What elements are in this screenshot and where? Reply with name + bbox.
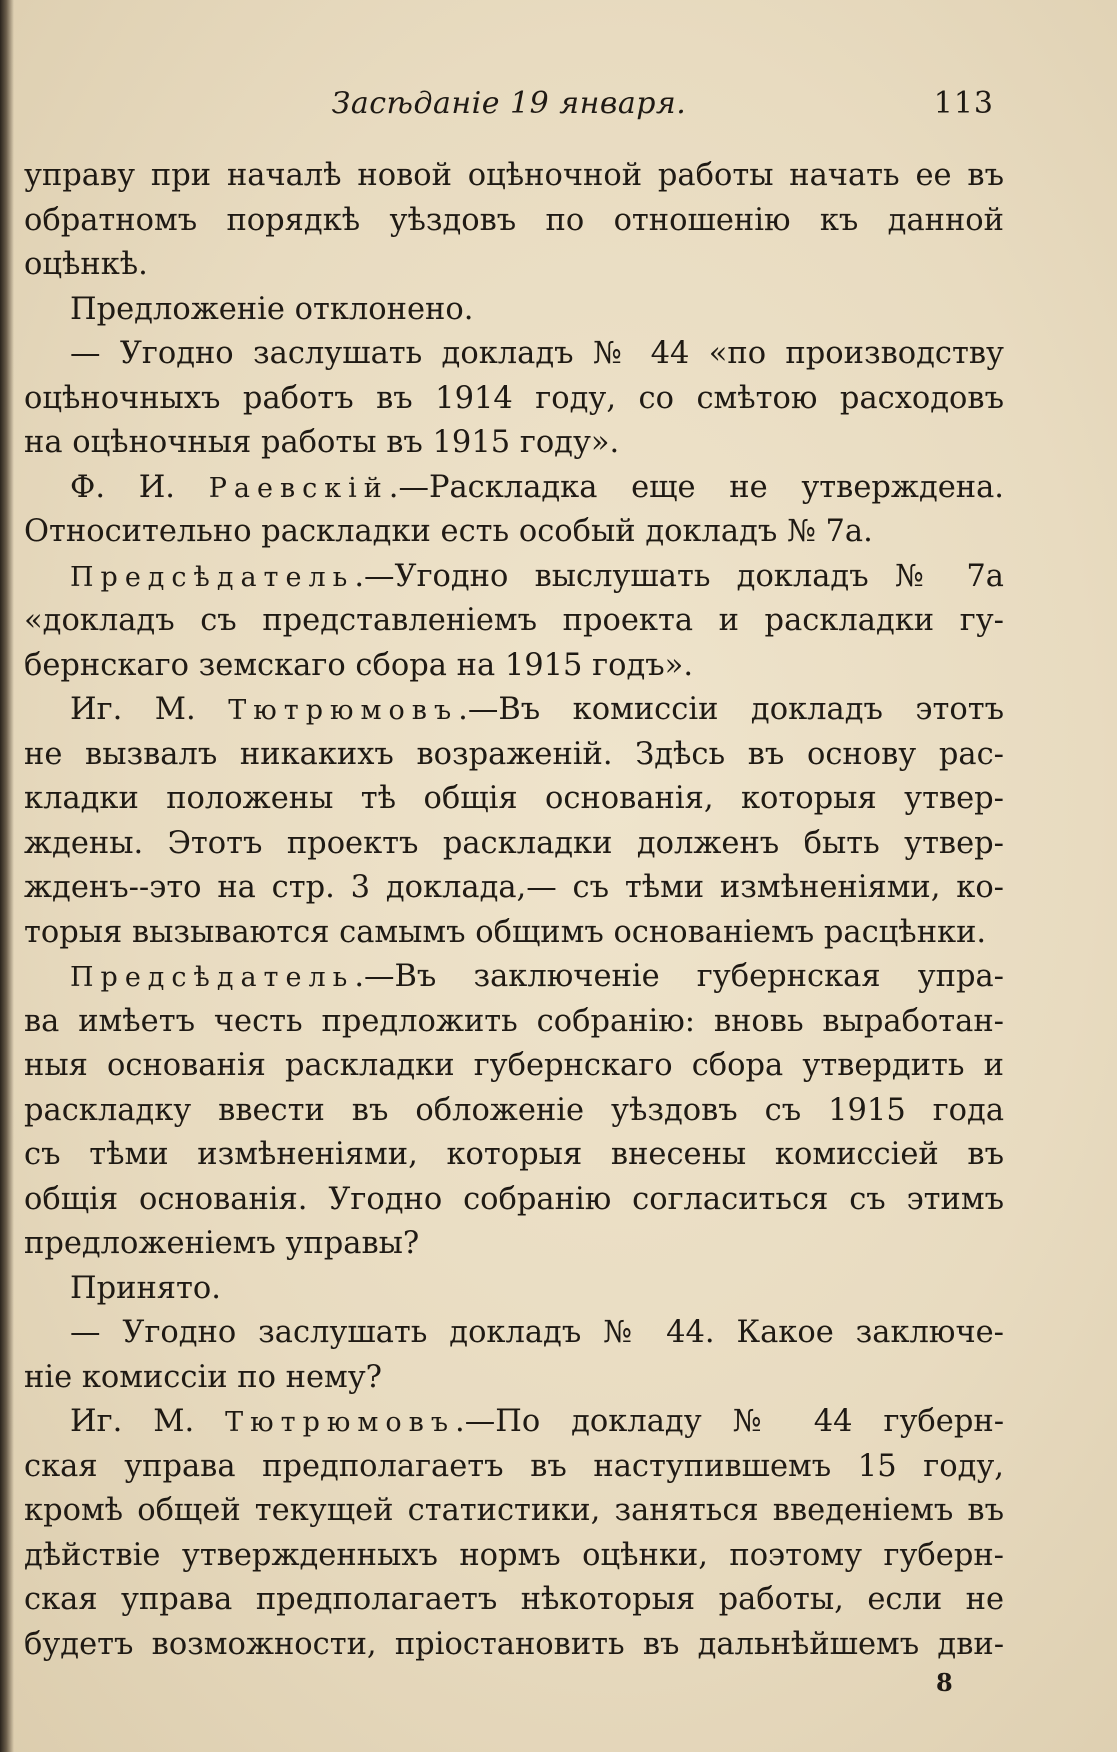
running-title: Засѣданіе 19 января.: [331, 86, 687, 121]
text-run: оцѣночныхъ работъ въ 1914 году, со смѣтою расходовъ: [24, 380, 1004, 416]
body-text: [24, 154, 1004, 1667]
text-run: на оцѣночныя работы въ 1915 году».: [24, 425, 620, 460]
running-head: [24, 86, 994, 126]
text-run: Относительно раскладки есть особый докладъ № 7а.: [24, 514, 873, 549]
text-run: Ф. И.: [70, 469, 209, 505]
text-line: [24, 1400, 1004, 1445]
printer-signature-mark: 8: [936, 1668, 953, 1697]
binding-shadow: [0, 0, 14, 1752]
text-run: Иг. М.: [70, 692, 229, 727]
text-line: [24, 822, 1004, 867]
text-run: Иг. М.: [70, 1404, 226, 1439]
text-run: оцѣнкѣ.: [24, 247, 148, 282]
text-line: [24, 1044, 1004, 1089]
text-run: жденъ--это на стр. 3 доклада,— съ тѣми измѣненіями, ко-: [24, 870, 1004, 905]
text-line: [24, 777, 1004, 822]
text-run: .—По докладу № 44 губерн-: [455, 1404, 1004, 1439]
text-run: ская управа предполагаетъ въ наступившемъ 15 году,: [24, 1448, 1004, 1484]
text-line: [24, 688, 1004, 733]
text-run: торыя вызываются самымъ общимъ основаніемъ расцѣнки.: [24, 914, 987, 950]
text-line: [24, 1489, 1004, 1534]
text-line: [24, 955, 1004, 1000]
text-line: [24, 199, 1004, 244]
text-run: общія основанія. Угодно собранію согласиться съ этимъ: [24, 1181, 1004, 1217]
text-run: — Угодно заслушать докладъ № 44 «по производству: [70, 336, 1004, 371]
speaker-name: Тютрюмовъ: [225, 1407, 456, 1438]
text-line: [24, 1267, 1004, 1312]
text-line: [24, 377, 1004, 422]
text-line: [24, 1000, 1004, 1045]
page-number: 113: [933, 86, 994, 121]
text-run: .—Раскладка еще не утверждена.: [388, 469, 1004, 505]
text-run: — Угодно заслушать докладъ № 44. Какое заключе-: [70, 1315, 1004, 1350]
text-line: [24, 911, 1004, 956]
text-run: съ тѣми измѣненіями, которыя внесены комиссіей въ: [24, 1137, 1004, 1172]
text-line: [24, 1133, 1004, 1178]
text-run: ніе комиссіи по нему?: [24, 1359, 383, 1395]
text-run: дѣйствіе утвержденныхъ нормъ оцѣнки, поэтому губерн-: [24, 1537, 1004, 1573]
text-run: управу при началѣ новой оцѣночной работы начать ее въ: [24, 158, 1004, 193]
text-line: [24, 866, 1004, 911]
text-line: [24, 1356, 1004, 1401]
text-run: предложеніемъ управы?: [24, 1226, 420, 1261]
text-run: кромѣ общей текущей статистики, заняться введеніемъ въ: [24, 1493, 1004, 1528]
text-run: ждены. Этотъ проектъ раскладки долженъ быть утвер-: [24, 825, 1004, 861]
text-line: [24, 1578, 1004, 1623]
text-line: [24, 555, 1004, 600]
text-run: .—Угодно выслушать докладъ № 7а: [354, 558, 1004, 594]
text-line: [24, 466, 1004, 511]
text-line: [24, 1089, 1004, 1134]
text-line: [24, 1311, 1004, 1356]
text-run: ва имѣетъ честь предложить собранію: вновь выработан-: [24, 1003, 1004, 1039]
text-line: [24, 599, 1004, 644]
text-line: [24, 510, 1004, 555]
text-line: [24, 154, 1004, 199]
text-run: Принято.: [70, 1270, 221, 1306]
text-run: .—Въ заключеніе губернская упра-: [354, 959, 1004, 994]
speaker-name: Раевскій: [208, 472, 389, 504]
text-run: раскладку ввести въ обложеніе уѣздовъ съ 1915 года: [24, 1092, 1004, 1128]
text-line: [24, 1222, 1004, 1267]
text-run: не вызвалъ никакихъ возраженій. Здѣсь въ основу рас-: [24, 736, 1004, 772]
text-line: [24, 288, 1004, 333]
text-line: [24, 243, 1004, 288]
text-run: .—Въ комиссіи докладъ этотъ: [458, 692, 1004, 727]
text-line: [24, 332, 1004, 377]
text-run: обратномъ порядкѣ уѣздовъ по отношенію къ данной: [24, 202, 1004, 238]
text-line: [24, 1178, 1004, 1223]
text-line: [24, 1623, 1004, 1668]
speaker-name: Предсѣдатель: [70, 561, 355, 593]
text-line: [24, 644, 1004, 689]
text-run: бернскаго земскаго сбора на 1915 годъ».: [24, 647, 694, 683]
text-run: «докладъ съ представленіемъ проекта и раскладки гу-: [24, 603, 1004, 638]
speaker-name: Тютрюмовъ: [228, 695, 459, 726]
text-run: будетъ возможности, пріостановить въ дальнѣйшемъ дви-: [24, 1626, 1004, 1662]
speaker-name: Предсѣдатель: [70, 962, 355, 993]
text-run: Предложеніе отклонено.: [70, 291, 474, 327]
text-run: ская управа предполагаетъ нѣкоторыя работы, если не: [24, 1582, 1004, 1617]
text-line: [24, 1445, 1004, 1490]
text-line: [24, 733, 1004, 778]
text-run: ныя основанія раскладки губернскаго сбора утвердить и: [24, 1048, 1004, 1083]
text-line: [24, 421, 1004, 466]
text-run: кладки положены тѣ общія основанія, которыя утвер-: [24, 781, 1004, 816]
text-line: [24, 1534, 1004, 1579]
